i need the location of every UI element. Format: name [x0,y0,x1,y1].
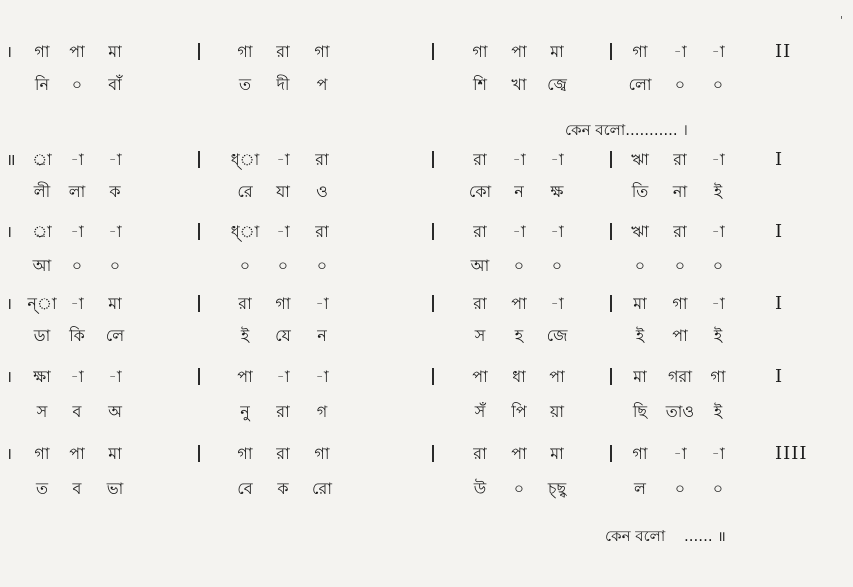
swara-note: গা [237,42,253,61]
lyric-syllable: ই [713,402,723,421]
swara-note: গা [632,444,648,463]
lyric-syllable: শি [472,75,488,94]
swara-note: গা [34,444,50,463]
swara-note: -া [711,294,725,313]
lyric-syllable: লী [33,182,51,201]
swara-note: গা [710,367,726,386]
lyric-syllable: জে [546,326,568,345]
swara-note: গা [672,294,688,313]
swara-note: -া [70,150,84,169]
lyric-syllable: প [316,75,328,94]
lyric-syllable: ব [72,402,82,421]
swara-note: -া [673,42,687,61]
lyric-syllable: লে [105,326,125,345]
swara-row [0,440,853,468]
swara-note: র্‌া [32,222,52,241]
end-barline: I [775,149,784,170]
lyric-syllable: ০ [712,75,724,94]
lyric-syllable: ত [238,75,252,94]
lyric-syllable: ০ [674,75,686,94]
swara-note: -া [512,150,526,169]
lyric-syllable: হ [514,326,524,345]
swara-note: ধ্‌া [230,222,260,241]
lyric-syllable: ০ [513,256,525,275]
lyric-syllable: স [474,326,486,345]
lyric-syllable: ও [316,182,328,201]
lyric-syllable: আ [470,256,490,275]
start-barline: । [6,367,13,386]
lyric-syllable: ০ [277,256,289,275]
refrain-bar: ॥ [717,529,726,545]
swara-note: -া [276,150,290,169]
lyric-syllable: পি [511,402,527,421]
lyric-syllable: বাঁ [108,75,122,94]
barline [432,445,434,462]
lyric-row [0,322,853,350]
lyric-syllable: গ [316,402,328,421]
lyric-syllable: ক্ষ [550,182,564,201]
swara-note: -া [550,222,564,241]
lyric-row [0,252,853,280]
lyric-syllable: ব [72,479,82,498]
refrain-line-1 [565,118,688,142]
refrain-dots: ........... [625,121,678,139]
swara-note: -া [512,222,526,241]
end-barline: I [775,366,784,387]
swara-note: গা [34,42,50,61]
swara-row [0,290,853,318]
barline [432,295,434,312]
end-barline: I [775,293,784,314]
lyric-syllable: ত [35,479,49,498]
swara-note: গা [632,42,648,61]
lyric-syllable: ক [109,182,121,201]
lyric-syllable: ০ [316,256,328,275]
end-barline: I [775,221,784,242]
swara-note: -া [550,150,564,169]
swara-note: -া [315,294,329,313]
start-barline: ॥ [6,150,16,169]
lyric-syllable: ই [635,326,645,345]
lyric-syllable: ০ [513,479,525,498]
lyric-syllable: অ [108,402,122,421]
swara-note: -া [711,222,725,241]
lyric-syllable: কো [468,182,492,201]
lyric-syllable: ০ [674,256,686,275]
barline [198,223,200,240]
swara-row [0,363,853,391]
lyric-syllable: বে [237,479,253,498]
swara-note: রা [473,150,487,169]
swara-note: পা [472,367,488,386]
swara-note: -া [108,222,122,241]
lyric-syllable: ছি [632,402,648,421]
barline [610,368,612,385]
lyric-syllable: ০ [239,256,251,275]
swara-note: রা [473,294,487,313]
lyric-syllable: ল [634,479,646,498]
lyric-syllable: চ্ছ্ব [547,479,567,498]
lyric-syllable: ই [713,182,723,201]
end-barline: IIII [775,443,808,464]
swara-note: -া [70,222,84,241]
lyric-row [0,178,853,206]
swara-note: রা [473,444,487,463]
lyric-syllable: ০ [712,256,724,275]
lyric-syllable: ই [713,326,723,345]
lyric-syllable: যা [276,182,290,201]
barline [610,295,612,312]
lyric-row [0,398,853,426]
swara-note: পা [549,367,565,386]
barline [610,151,612,168]
lyric-row [0,475,853,503]
barline [198,445,200,462]
lyric-syllable: সঁ [474,402,486,421]
swara-note: -া [673,444,687,463]
swara-note: মা [108,294,122,313]
swara-note: রা [276,444,290,463]
swara-note: -া [70,367,84,386]
lyric-syllable: ০ [109,256,121,275]
swara-note: মা [550,42,564,61]
barline [610,223,612,240]
swara-note: গা [275,294,291,313]
start-barline: । [6,444,13,463]
lyric-syllable: ভা [106,479,124,498]
stray-mark: ' [840,14,844,27]
lyric-syllable: ক [277,479,289,498]
swara-note: পা [511,42,527,61]
swara-note: রা [315,150,329,169]
swara-note: রা [673,222,687,241]
swara-note: গা [314,444,330,463]
swara-note: মা [108,42,122,61]
start-barline: । [6,294,13,313]
swara-note: পা [69,444,85,463]
refrain-line-2 [605,524,726,549]
lyric-syllable: ০ [551,256,563,275]
lyric-syllable: ন [317,326,327,345]
end-barline: II [775,41,792,62]
lyric-syllable: রা [276,402,290,421]
swara-note: মা [633,294,647,313]
barline [432,368,434,385]
swara-note: পা [511,444,527,463]
lyric-syllable: নু [240,402,250,421]
swara-note: পা [511,294,527,313]
lyric-syllable: খা [511,75,527,94]
swara-note: গরা [668,367,692,386]
barline [198,43,200,60]
swara-note: গা [472,42,488,61]
swara-note: -া [108,150,122,169]
swara-note: -া [70,294,84,313]
swara-note: -া [315,367,329,386]
swara-note: গা [314,42,330,61]
barline [610,445,612,462]
swara-note: -া [711,42,725,61]
swara-note: ধ্‌া [230,150,260,169]
barline [432,151,434,168]
barline [198,151,200,168]
barline [432,43,434,60]
swara-row [0,38,853,66]
lyric-syllable: ই [240,326,250,345]
swara-note: রা [315,222,329,241]
lyric-syllable: ০ [71,75,83,94]
lyric-syllable: নি [34,75,50,94]
lyric-syllable: লা [68,182,86,201]
refrain-bar: । [682,121,688,139]
swara-note: -া [276,222,290,241]
swara-note: রা [238,294,252,313]
lyric-syllable: তি [631,182,649,201]
swara-note: মা [108,444,122,463]
lyric-syllable: ০ [674,479,686,498]
lyric-syllable: লো [628,75,652,94]
lyric-row [0,71,853,99]
lyric-syllable: যে [275,326,291,345]
swara-note: -া [550,294,564,313]
swara-note: মা [633,367,647,386]
lyric-syllable: উ [473,479,487,498]
start-barline: । [6,42,13,61]
swara-note: রা [673,150,687,169]
swara-note: পা [237,367,253,386]
swara-note: রা [473,222,487,241]
lyric-syllable: ০ [712,479,724,498]
swara-note: ক্ষা [33,367,51,386]
lyric-syllable: ০ [71,256,83,275]
lyric-syllable: রো [312,479,332,498]
barline [198,295,200,312]
start-barline: । [6,222,13,241]
lyric-syllable: য়া [549,402,565,421]
lyric-syllable: না [672,182,688,201]
swara-row [0,218,853,246]
refrain-text: কেন বলো [605,527,666,545]
swara-note: ঋা [631,150,649,169]
lyric-syllable: আ [32,256,52,275]
swara-note: পা [69,42,85,61]
lyric-syllable: পা [672,326,688,345]
swara-note: -া [108,367,122,386]
swara-row [0,146,853,174]
swara-note: ঋা [631,222,649,241]
refrain-dots: ...... [684,527,713,545]
barline [432,223,434,240]
lyric-syllable: জ্বে [547,75,567,94]
lyric-syllable: দী [276,75,290,94]
refrain-text: কেন বলো [565,121,626,139]
swara-note: ন্‌া [27,294,57,313]
lyric-syllable: স [36,402,48,421]
lyric-syllable: ০ [634,256,646,275]
swara-note: রা [276,42,290,61]
swara-note: -া [711,150,725,169]
swara-note: গা [237,444,253,463]
lyric-syllable: ন [514,182,524,201]
lyric-syllable: তাও [665,402,695,421]
lyric-syllable: রে [237,182,253,201]
lyric-syllable: কি [69,326,85,345]
swara-note: ধা [512,367,526,386]
lyric-syllable: ডা [33,326,51,345]
barline [198,368,200,385]
swara-note: র্‌া [32,150,52,169]
swara-note: মা [550,444,564,463]
swara-note: -া [276,367,290,386]
barline [610,43,612,60]
swara-note: -া [711,444,725,463]
